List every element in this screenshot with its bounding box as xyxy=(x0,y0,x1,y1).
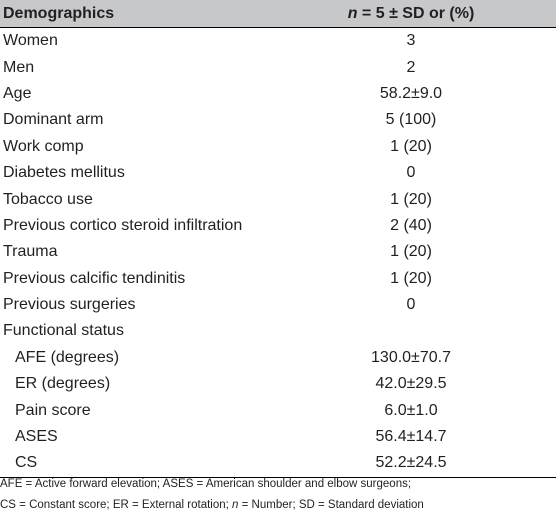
footnote-line-2-b: = Number; SD = Standard deviation xyxy=(238,499,424,511)
row-label: CS xyxy=(0,450,266,477)
row-label: Women xyxy=(3,32,58,50)
footnote-line-1: AFE = Active forward elevation; ASES = American shoulder and elbow surgeons; xyxy=(0,478,412,490)
row-value xyxy=(266,318,556,344)
table-row xyxy=(0,160,556,186)
row-label: Functional status xyxy=(3,322,124,340)
table-header-row xyxy=(0,0,556,28)
row-label: Work comp xyxy=(3,137,84,155)
row-label: Dominant arm xyxy=(3,111,104,129)
table-row xyxy=(0,424,556,450)
table-row xyxy=(0,54,556,80)
footnote-n: n xyxy=(232,499,239,511)
row-value: 52.2±24.5 xyxy=(266,450,556,477)
row-value: 3 xyxy=(406,32,416,50)
table-row xyxy=(0,292,556,318)
row-value: 1 (20) xyxy=(390,269,432,287)
row-value: 56.4±14.7 xyxy=(375,428,447,446)
table-row xyxy=(0,397,556,423)
table-footnote xyxy=(0,474,556,516)
table-row xyxy=(0,28,556,55)
footnote-line-2 xyxy=(0,495,556,516)
row-label: AFE (degrees) xyxy=(15,348,120,366)
row-label: Previous surgeries xyxy=(3,296,136,314)
table-row xyxy=(0,266,556,292)
row-label: ER (degrees) xyxy=(15,375,111,393)
header-value xyxy=(266,0,556,28)
table-row xyxy=(0,239,556,265)
row-value: 0 xyxy=(406,164,416,182)
row-label: Previous cortico steroid infiltration xyxy=(3,216,243,234)
row-value: 42.0±29.5 xyxy=(375,375,447,393)
table-row xyxy=(0,134,556,160)
table-row xyxy=(0,371,556,397)
row-label: Pain score xyxy=(15,401,91,419)
row-value: 58.2±9.0 xyxy=(379,84,443,102)
row-value: 1 (20) xyxy=(390,137,432,155)
row-label: Men xyxy=(3,58,35,76)
row-value: 2 xyxy=(406,58,416,76)
table-row xyxy=(0,213,556,239)
row-label: Tobacco use xyxy=(3,190,93,208)
row-value: 5 (100) xyxy=(385,111,437,129)
row-label: ASES xyxy=(15,428,58,446)
table-row xyxy=(0,81,556,107)
row-value: 6.0±1.0 xyxy=(384,401,438,419)
table-row xyxy=(0,318,556,344)
table-row xyxy=(0,345,556,371)
row-label: Trauma xyxy=(3,243,58,261)
header-n: n xyxy=(347,4,358,22)
table-row xyxy=(0,107,556,133)
row-label: Diabetes mellitus xyxy=(3,164,125,182)
row-value: 1 (20) xyxy=(390,243,432,261)
row-value: 2 (40) xyxy=(390,216,432,234)
row-value: 0 xyxy=(406,296,416,314)
table-row xyxy=(0,186,556,212)
row-label: Age xyxy=(3,84,32,102)
footnote-line-2-a: CS = Constant score; ER = External rotation; xyxy=(0,499,233,511)
header-demographics: Demographics xyxy=(0,0,266,28)
row-value: 1 (20) xyxy=(390,190,432,208)
header-value-rest: = 5 ± SD or (%) xyxy=(357,4,475,22)
row-value: 130.0±70.7 xyxy=(371,348,451,366)
row-label: Previous calcific tendinitis xyxy=(3,269,186,287)
